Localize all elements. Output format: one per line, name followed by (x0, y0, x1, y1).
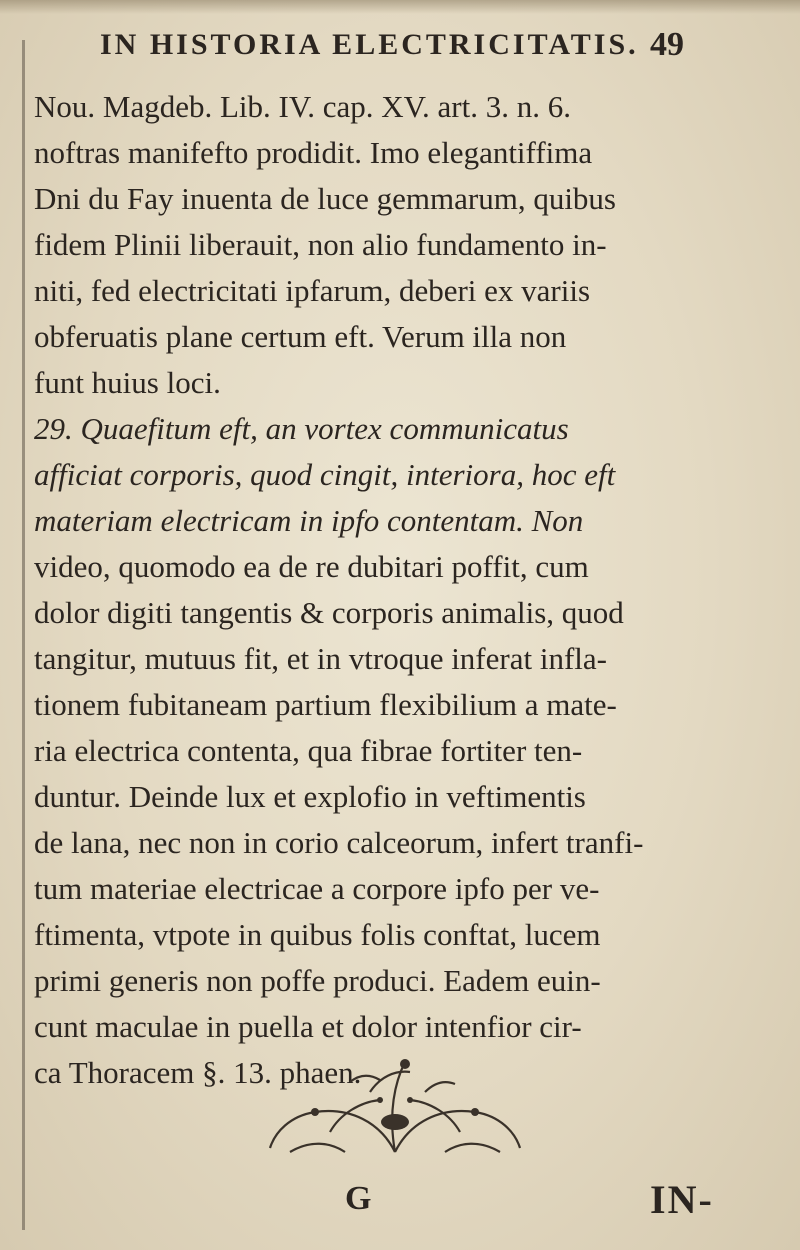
text-line: niti, fed electricitati ipfarum, deberi ex variis (34, 273, 591, 308)
signature-mark: G (345, 1180, 372, 1217)
text-line: Nou. Magdeb. Lib. IV. cap. XV. art. 3. n. 6. (34, 89, 571, 124)
text-line: noftras manifefto prodidit. Imo elegantiffima (34, 135, 593, 170)
text-line: ca Thoracem §. 13. phaen. (34, 1055, 362, 1090)
text-line: duntur. Deinde lux et explofio in veftimentis (34, 779, 586, 814)
floral-ornament (230, 1052, 560, 1162)
text-line: tangitur, mutuus fit, et in vtroque inferat infla- (34, 641, 607, 676)
text-line: cunt maculae in puella et dolor intenfior cir- (34, 1009, 582, 1044)
text-line: ftimenta, vtpote in quibus folis conftat, lucem (34, 917, 601, 952)
gutter-shadow (22, 40, 25, 1230)
text-line: ria electrica contenta, qua fibrae fortiter ten- (34, 733, 583, 768)
text-line: 29. Quaefitum eft, an vortex communicatus (34, 411, 569, 446)
body-text (34, 84, 734, 1096)
page-top-edge (0, 0, 800, 14)
page-header (0, 14, 800, 74)
text-line: tum materiae electricae a corpore ipfo per ve- (34, 871, 600, 906)
text-line: de lana, nec non in corio calceorum, infert tranfi- (34, 825, 644, 860)
text-line: dolor digiti tangentis & corporis animalis, quod (34, 595, 624, 630)
text-line: video, quomodo ea de re dubitari poffit, cum (34, 549, 589, 584)
text-line: fidem Plinii liberauit, non alio fundamento in- (34, 227, 607, 262)
text-line: materiam electricam in ipfo contentam. Non (34, 503, 584, 538)
text-line: afficiat corporis, quod cingit, interiora, hoc eft (34, 457, 616, 492)
text-line: Dni du Fay inuenta de luce gemmarum, quibus (34, 181, 616, 216)
catchword: IN- (650, 1177, 714, 1222)
page-number: 49 (650, 26, 684, 63)
text-line: primi generis non poffe produci. Eadem euin- (34, 963, 601, 998)
text-line: obferuatis plane certum eft. Verum illa non (34, 319, 567, 354)
running-title: IN HISTORIA ELECTRICITATIS. (100, 28, 639, 61)
text-line: funt huius loci. (34, 365, 221, 400)
text-line: tionem fubitaneam partium flexibilium a mate- (34, 687, 617, 722)
